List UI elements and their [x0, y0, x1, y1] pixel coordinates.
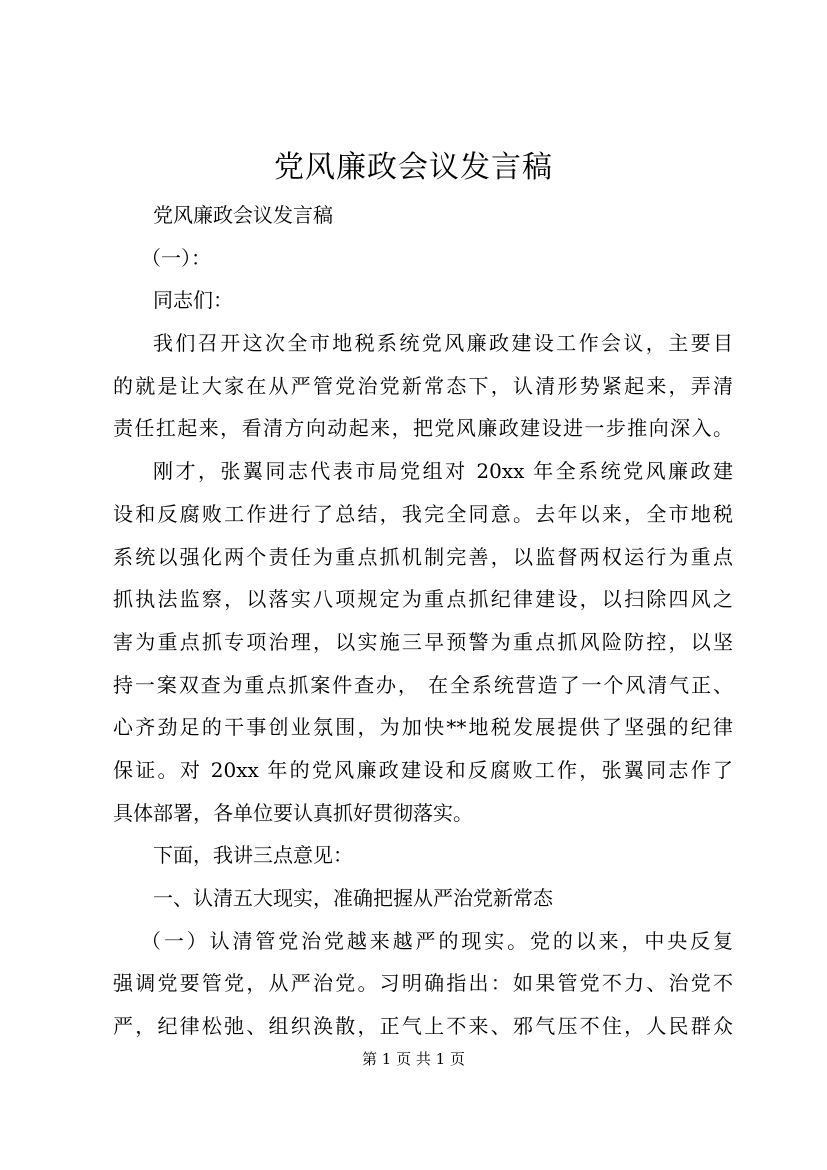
heading-line: 一、认清五大现实，准确把握从严治党新常态 — [153, 886, 553, 910]
paragraph-line: 强调党要管党，从严治党。习明确指出：如果管党不力、治党不 — [113, 971, 733, 996]
paragraph-line: 下面，我讲三点意见： — [153, 843, 353, 868]
paragraph-line: 设和反腐败工作进行了总结，我完全同意。去年以来，全市地税 — [113, 501, 733, 526]
paragraph-line: 责任扛起来，看清方向动起来，把党风廉政建设进一步推向深入。 — [113, 416, 733, 441]
paragraph-line: 持一案双查为重点抓案件查办， 在全系统营造了一个风清气正、 — [113, 672, 733, 697]
document-title: 党风廉政会议发言稿 — [274, 150, 553, 185]
subtitle-line: 党风廉政会议发言稿 — [153, 203, 333, 227]
paragraph-line: 严，纪律松弛、组织涣散，正气上不来、邪气压不住，人民群众 — [113, 1014, 733, 1039]
paragraph-line: 刚才，张翼同志代表市局党组对 20xx 年全系统党风廉政建 — [153, 459, 733, 484]
paragraph-line: 我们召开这次全市地税系统党风廉政建设工作会议，主要目 — [153, 331, 733, 356]
paragraph-line: 具体部署，各单位要认真抓好贯彻落实。 — [113, 800, 473, 825]
salutation-line: 同志们： — [153, 288, 233, 313]
subheading-line: （一）认清管党治党越来越严的现实。党的以来，中央反复 — [141, 928, 733, 953]
paragraph-line: 的就是让大家在从严管党治党新常态下，认清形势紧起来，弄清 — [113, 373, 733, 398]
paragraph-line: 保证。对 20xx 年的党风廉政建设和反腐败工作，张翼同志作了 — [113, 757, 733, 782]
document-body — [113, 194, 733, 1048]
page-footer: 第 1 页 共 1 页 — [362, 1050, 465, 1068]
paragraph-line: 系统以强化两个责任为重点抓机制完善，以监督两权运行为重点 — [113, 544, 733, 569]
paragraph-line: 心齐劲足的干事创业氛围，为加快**地税发展提供了坚强的纪律 — [113, 715, 733, 740]
section-number-line: （一）： — [141, 245, 211, 270]
paragraph-line: 害为重点抓专项治理，以实施三早预警为重点抓风险防控，以坚 — [113, 629, 733, 654]
paragraph-line: 抓执法监察，以落实八项规定为重点抓纪律建设，以扫除四风之 — [113, 587, 733, 612]
